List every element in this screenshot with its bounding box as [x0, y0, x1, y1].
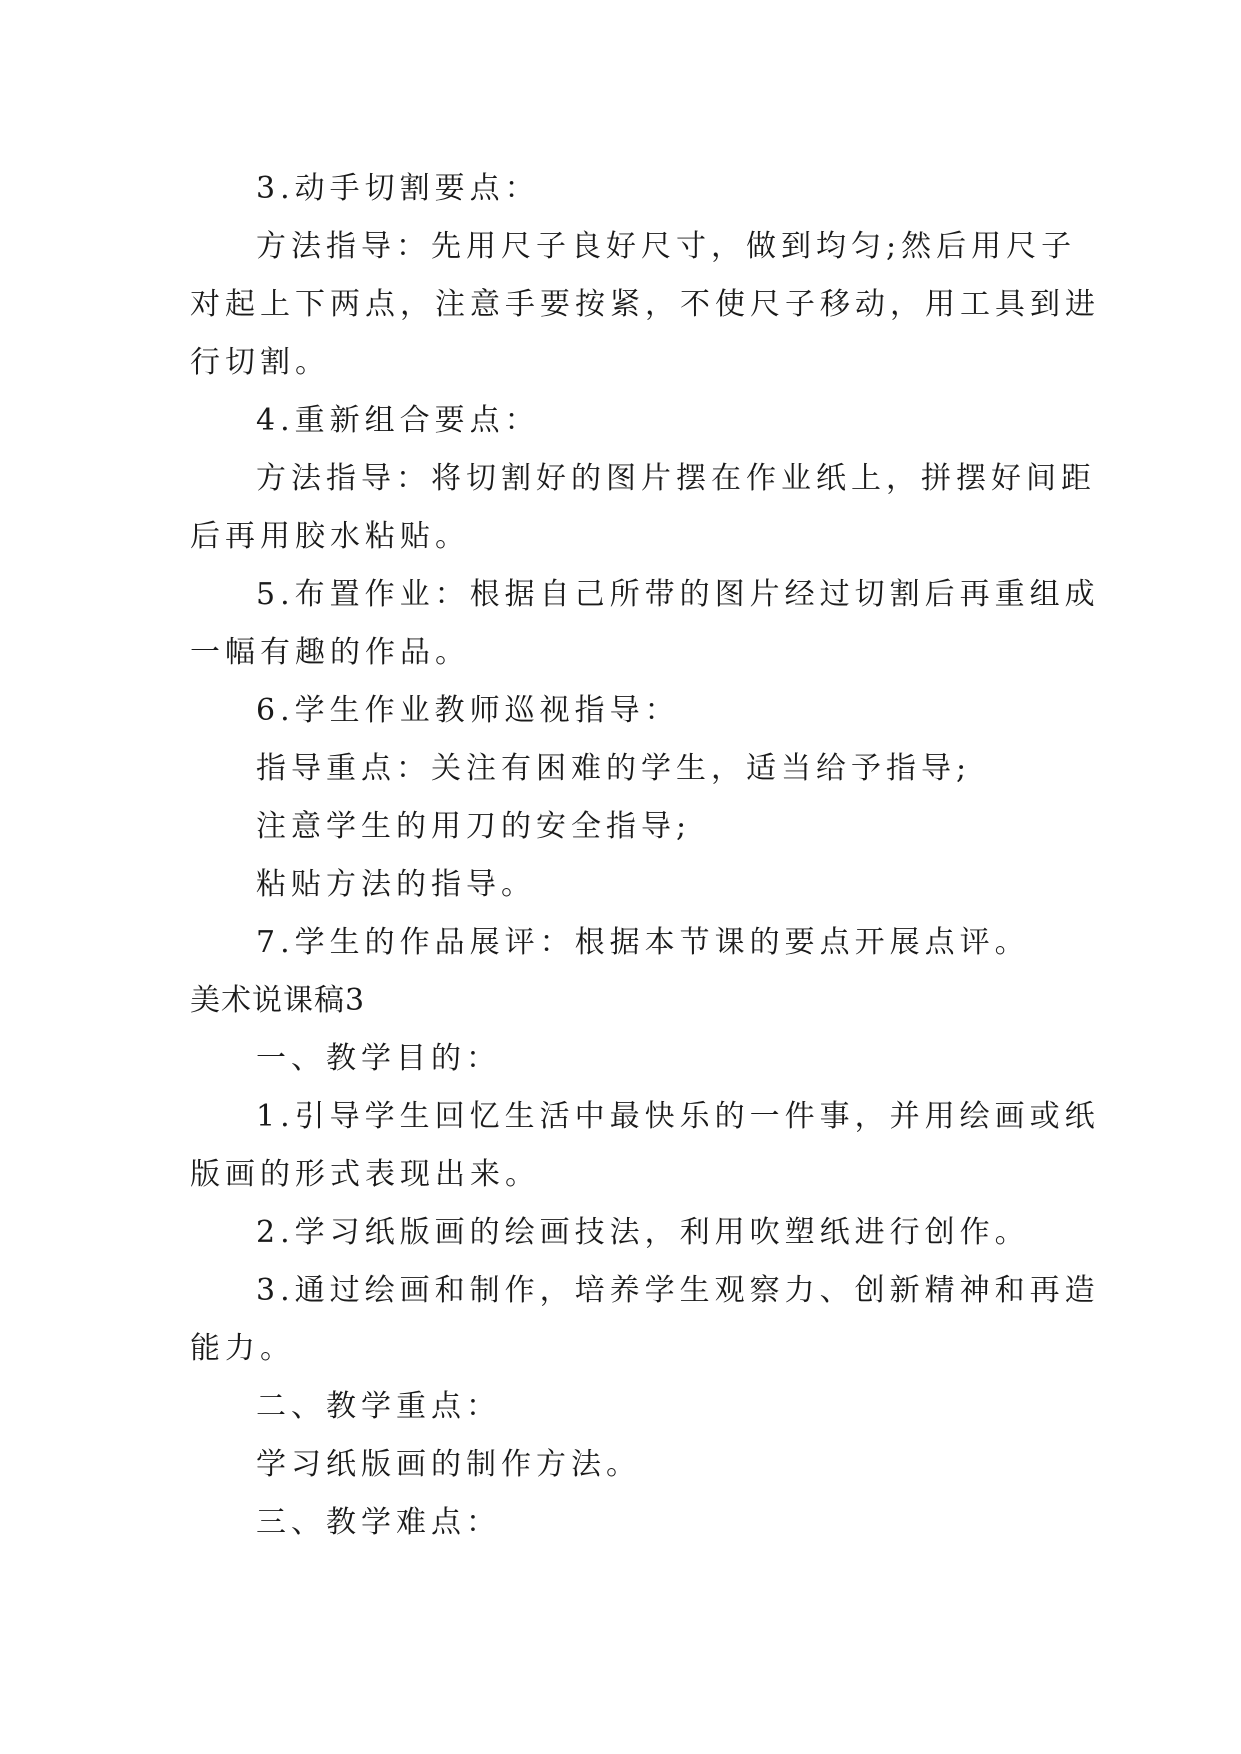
paragraph-line: 指导重点：关注有困难的学生，适当给予指导;: [256, 751, 972, 786]
paragraph-line: 能力。: [190, 1331, 295, 1366]
paragraph-line: 2.学习纸版画的绘画技法，利用吹塑纸进行创作。: [256, 1215, 1030, 1250]
step-3-heading: 3.动手切割要点：: [256, 171, 540, 206]
subsection-heading: 二、教学重点：: [256, 1389, 501, 1424]
subsection-heading: 三、教学难点：: [256, 1505, 501, 1540]
paragraph-line: 一幅有趣的作品。: [190, 635, 470, 670]
paragraph-line: 3.通过绘画和制作，培养学生观察力、创新精神和再造: [256, 1273, 1100, 1308]
paragraph-line: 方法指导：将切割好的图片摆在作业纸上，拼摆好间距: [256, 461, 1096, 496]
section-title: 美术说课稿3: [190, 983, 366, 1018]
step-7-line: 7.学生的作品展评：根据本节课的要点开展点评。: [256, 925, 1030, 960]
step-6-heading: 6.学生作业教师巡视指导：: [256, 693, 680, 728]
paragraph-line: 方法指导：先用尺子良好尺寸，做到均匀;然后用尺子: [256, 229, 1077, 264]
paragraph-line: 对起上下两点，注意手要按紧，不使尺子移动，用工具到进: [190, 287, 1100, 322]
paragraph-line: 注意学生的用刀的安全指导;: [256, 809, 692, 844]
step-5-line: 5.布置作业：根据自己所带的图片经过切割后再重组成: [256, 577, 1100, 612]
subsection-heading: 一、教学目的：: [256, 1041, 501, 1076]
paragraph-line: 1.引导学生回忆生活中最快乐的一件事，并用绘画或纸: [256, 1099, 1100, 1134]
paragraph-line: 学习纸版画的制作方法。: [256, 1447, 641, 1482]
paragraph-line: 行切割。: [190, 345, 330, 380]
document-body: [190, 160, 1100, 1552]
paragraph-line: 版画的形式表现出来。: [190, 1157, 540, 1192]
paragraph-line: 粘贴方法的指导。: [256, 867, 536, 902]
step-4-heading: 4.重新组合要点：: [256, 403, 540, 438]
paragraph-line: 后再用胶水粘贴。: [190, 519, 470, 554]
